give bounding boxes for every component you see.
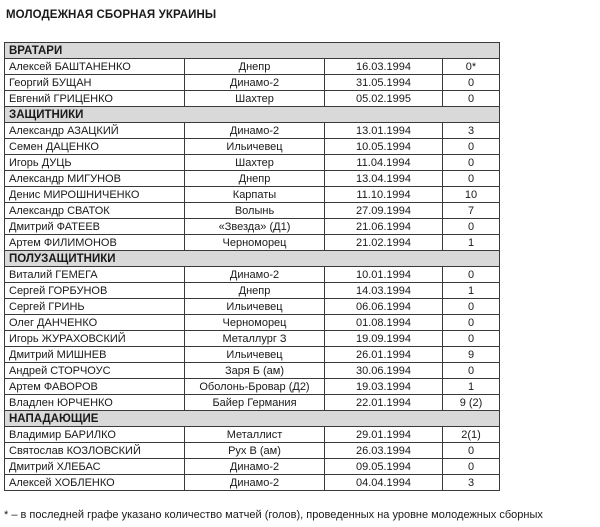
section-heading: ЗАЩИТНИКИ [5,107,500,123]
player-name-cell: Алексей БАШТАНЕНКО [5,59,185,75]
player-name-cell: Дмитрий МИШНЕВ [5,347,185,363]
table-row [5,347,500,363]
birth-date-cell: 30.06.1994 [325,363,443,379]
player-name-cell: Евгений ГРИЦЕНКО [5,91,185,107]
section-heading: ПОЛУЗАЩИТНИКИ [5,251,500,267]
caps-cell: 0* [443,59,500,75]
birth-date-cell: 10.05.1994 [325,139,443,155]
player-name-cell: Семен ДАЦЕНКО [5,139,185,155]
table-row [5,283,500,299]
caps-cell: 3 [443,475,500,491]
caps-cell: 0 [443,155,500,171]
table-row [5,139,500,155]
section-header-row [5,411,500,427]
table-row [5,459,500,475]
player-name-cell: Артем ФИЛИМОНОВ [5,235,185,251]
table-row [5,379,500,395]
table-row [5,331,500,347]
caps-cell: 0 [443,299,500,315]
club-cell: Шахтер [185,155,325,171]
player-name-cell: Виталий ГЕМЕГА [5,267,185,283]
birth-date-cell: 14.03.1994 [325,283,443,299]
caps-cell: 0 [443,75,500,91]
player-name-cell: Георгий БУЩАН [5,75,185,91]
club-cell: Металлист [185,427,325,443]
club-cell: Ильичевец [185,299,325,315]
caps-cell: 10 [443,187,500,203]
club-cell: Рух В (ам) [185,443,325,459]
table-row [5,187,500,203]
birth-date-cell: 21.06.1994 [325,219,443,235]
player-name-cell: Игорь ДУЦЬ [5,155,185,171]
table-row [5,315,500,331]
player-name-cell: Алексей ХОБЛЕНКО [5,475,185,491]
club-cell: Волынь [185,203,325,219]
club-cell: Оболонь-Бровар (Д2) [185,379,325,395]
birth-date-cell: 06.06.1994 [325,299,443,315]
caps-cell: 0 [443,331,500,347]
table-row [5,171,500,187]
club-cell: Байер Германия [185,395,325,411]
club-cell: «Звезда» (Д1) [185,219,325,235]
birth-date-cell: 10.01.1994 [325,267,443,283]
table-row [5,59,500,75]
section-heading: НАПАДАЮЩИЕ [5,411,500,427]
birth-date-cell: 27.09.1994 [325,203,443,219]
birth-date-cell: 11.10.1994 [325,187,443,203]
club-cell: Динамо-2 [185,75,325,91]
caps-cell: 0 [443,443,500,459]
birth-date-cell: 26.03.1994 [325,443,443,459]
birth-date-cell: 05.02.1995 [325,91,443,107]
player-name-cell: Игорь ЖУРАХОВСКИЙ [5,331,185,347]
table-row [5,219,500,235]
caps-cell: 1 [443,283,500,299]
player-name-cell: Владимир БАРИЛКО [5,427,185,443]
club-cell: Динамо-2 [185,267,325,283]
section-header-row [5,251,500,267]
caps-cell: 0 [443,459,500,475]
caps-cell: 0 [443,315,500,331]
birth-date-cell: 04.04.1994 [325,475,443,491]
birth-date-cell: 01.08.1994 [325,315,443,331]
section-heading: ВРАТАРИ [5,43,500,59]
table-row [5,75,500,91]
caps-cell: 2(1) [443,427,500,443]
caps-cell: 0 [443,219,500,235]
caps-cell: 0 [443,267,500,283]
birth-date-cell: 09.05.1994 [325,459,443,475]
club-cell: Шахтер [185,91,325,107]
player-name-cell: Дмитрий ХЛЕБАС [5,459,185,475]
birth-date-cell: 13.04.1994 [325,171,443,187]
caps-cell: 0 [443,91,500,107]
player-name-cell: Андрей СТОРЧОУС [5,363,185,379]
roster-table [4,42,500,491]
birth-date-cell: 29.01.1994 [325,427,443,443]
caps-cell: 0 [443,139,500,155]
birth-date-cell: 16.03.1994 [325,59,443,75]
table-row [5,475,500,491]
caps-cell: 0 [443,171,500,187]
caps-cell: 9 [443,347,500,363]
table-row [5,363,500,379]
player-name-cell: Дмитрий ФАТЕЕВ [5,219,185,235]
birth-date-cell: 11.04.1994 [325,155,443,171]
club-cell: Черноморец [185,315,325,331]
player-name-cell: Олег ДАНЧЕНКО [5,315,185,331]
caps-cell: 1 [443,235,500,251]
table-row [5,395,500,411]
player-name-cell: Александр МИГУНОВ [5,171,185,187]
club-cell: Черноморец [185,235,325,251]
birth-date-cell: 22.01.1994 [325,395,443,411]
birth-date-cell: 21.02.1994 [325,235,443,251]
birth-date-cell: 13.01.1994 [325,123,443,139]
club-cell: Заря Б (ам) [185,363,325,379]
table-row [5,427,500,443]
club-cell: Днепр [185,59,325,75]
section-header-row [5,43,500,59]
birth-date-cell: 19.03.1994 [325,379,443,395]
table-row [5,443,500,459]
club-cell: Карпаты [185,187,325,203]
page-title: МОЛОДЕЖНАЯ СБОРНАЯ УКРАИНЫ [6,9,217,21]
caps-cell: 0 [443,363,500,379]
table-row [5,123,500,139]
footnote: * – в последней графе указано количество матчей (голов), проведенных на уровне молодежных сборных [4,509,543,521]
club-cell: Динамо-2 [185,475,325,491]
club-cell: Днепр [185,171,325,187]
player-name-cell: Сергей ГОРБУНОВ [5,283,185,299]
club-cell: Ильичевец [185,139,325,155]
table-row [5,267,500,283]
club-cell: Динамо-2 [185,123,325,139]
player-name-cell: Александр АЗАЦКИЙ [5,123,185,139]
club-cell: Днепр [185,283,325,299]
player-name-cell: Святослав КОЗЛОВСКИЙ [5,443,185,459]
table-row [5,299,500,315]
caps-cell: 7 [443,203,500,219]
caps-cell: 9 (2) [443,395,500,411]
birth-date-cell: 19.09.1994 [325,331,443,347]
club-cell: Ильичевец [185,347,325,363]
table-row [5,155,500,171]
birth-date-cell: 26.01.1994 [325,347,443,363]
player-name-cell: Денис МИРОШНИЧЕНКО [5,187,185,203]
section-header-row [5,107,500,123]
player-name-cell: Владлен ЮРЧЕНКО [5,395,185,411]
table-row [5,235,500,251]
table-row [5,91,500,107]
club-cell: Динамо-2 [185,459,325,475]
caps-cell: 1 [443,379,500,395]
roster-body [5,43,500,491]
birth-date-cell: 31.05.1994 [325,75,443,91]
caps-cell: 3 [443,123,500,139]
player-name-cell: Артем ФАВОРОВ [5,379,185,395]
player-name-cell: Александр СВАТОК [5,203,185,219]
club-cell: Металлург З [185,331,325,347]
player-name-cell: Сергей ГРИНЬ [5,299,185,315]
table-row [5,203,500,219]
